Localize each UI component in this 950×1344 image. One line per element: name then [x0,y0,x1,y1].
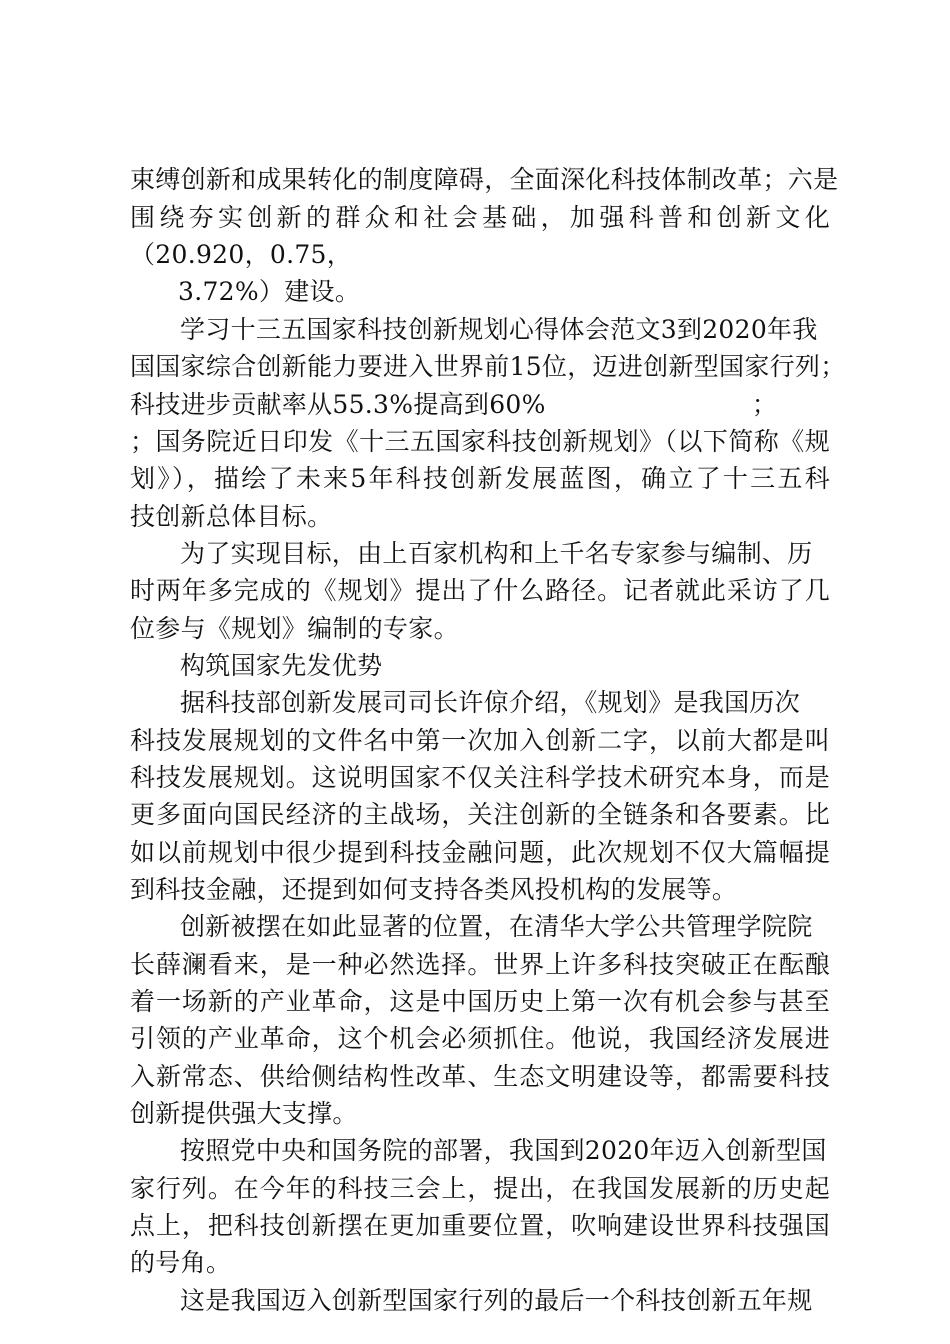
text-line: （20.920，0.75， [130,240,353,269]
text-line: 科技发展规划的文件名中第一次加入创新二字，以前大都是叫 [130,726,830,755]
text-line: 着一场新的产业革命，这是中国历史上第一次有机会参与甚至 [130,987,830,1016]
text-line: 入新常态、供给侧结构性改革、生态文明建设等，都需要科技 [130,1062,830,1091]
text-line: 3.72%）建设。 [178,277,361,306]
text-line: 技创新总体目标。 [130,502,333,531]
text-line: 据科技部创新发展司司长许倞介绍，《规划》是我国历次 [180,688,801,717]
text-line: 这是我国迈入创新型国家行列的最后一个科技创新五年规 [180,1286,813,1315]
text-line: 创新被摆在如此显著的位置，在清华大学公共管理学院院 [180,912,813,941]
text-line: 科技发展规划。这说明国家不仅关注科学技术研究本身，而是 [130,763,830,792]
text-line: 科技进步贡献率从55.3%提高到60% ； [130,390,778,419]
text-line: 为了实现目标，由上百家机构和上千名专家参与编制、历 [180,539,813,568]
text-line: 按照党中央和国务院的部署，我国到2020年迈入创新型国 [180,1136,827,1165]
text-line: 创新提供强大支撑。 [130,1099,358,1128]
text-line: 长薛澜看来，是一种必然选择。世界上许多科技突破正在酝酿 [130,950,830,979]
text-line: 的号角。 [130,1248,232,1277]
text-line: 更多面向国民经济的主战场，关注创新的全链条和各要素。比 [130,800,830,829]
text-line: 围绕夯实创新的群众和社会基础，加强科普和创新文化 [130,203,830,232]
text-line: 时两年多完成的《规划》提出了什么路径。记者就此采访了几 [130,576,830,605]
text-line: 点上，把科技创新摆在更加重要位置，吹响建设世界科技强国 [130,1211,830,1240]
text-line: 如以前规划中很少提到科技金融问题，此次规划不仅大篇幅提 [130,838,830,867]
text-line: 划》），描绘了未来5年科技创新发展蓝图，确立了十三五科 [130,464,830,493]
text-line: 束缚创新和成果转化的制度障碍，全面深化科技体制改革；六是 [130,165,839,194]
section-heading: 构筑国家先发优势 [180,651,383,680]
text-line: 位参与《规划》编制的专家。 [130,614,459,643]
text-line: 学习十三五国家科技创新规划心得体会范文3到2020年我 [180,315,818,344]
text-line: 国国家综合创新能力要进入世界前15位，迈进创新型国家行列； [130,352,846,381]
text-line: 到科技金融，还提到如何支持各类风投机构的发展等。 [130,875,738,904]
text-line: 引领的产业革命，这个机会必须抓住。他说，我国经济发展进 [130,1024,830,1053]
text-line: 家行列。在今年的科技三会上，提出，在我国发展新的历史起 [130,1174,830,1203]
text-line: ；国务院近日印发《十三五国家科技创新规划》（以下简称《规 [130,427,830,456]
